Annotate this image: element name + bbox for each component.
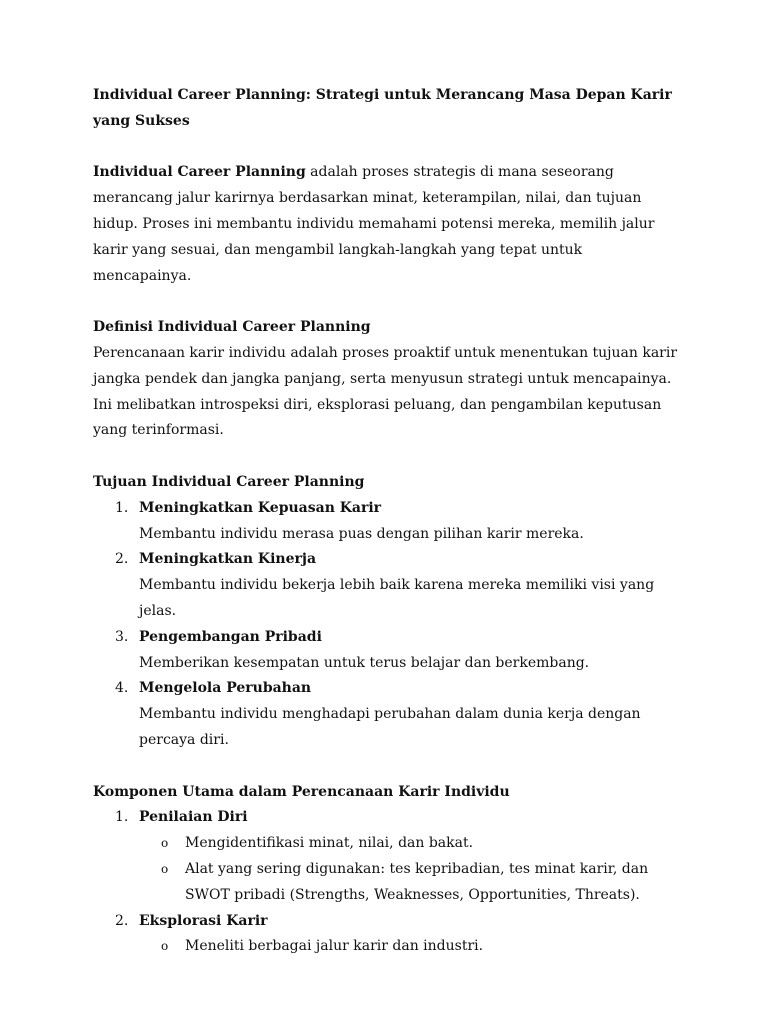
item-title: Mengelola Perubahan [139,680,312,697]
item-number: 1. [115,809,129,826]
komponen-heading: Komponen Utama dalam Perencanaan Karir Individu [93,783,510,800]
list-item [93,676,678,753]
list-item [93,909,678,961]
komponen-list [93,805,678,960]
sub-item-text: Alat yang sering digunakan: tes kepribadian, tes minat karir, dan SWOT pribadi (Strengths, Weaknesses, Opportunities, Threats). [185,860,649,903]
item-number: 3. [115,628,129,645]
bullet-icon: o [161,836,169,851]
definisi-heading: Definisi Individual Career Planning [93,319,371,336]
bullet-icon: o [161,861,169,876]
list-item [93,625,678,677]
tujuan-list [93,496,678,754]
item-number: 2. [115,912,129,929]
sub-list-item [139,934,678,960]
item-title: Eksplorasi Karir [139,912,268,929]
intro-paragraph [93,160,678,289]
item-number: 1. [115,499,129,516]
bullet-icon: o [161,939,169,954]
tujuan-heading: Tujuan Individual Career Planning [93,473,365,490]
document-title: Individual Career Planning: Strategi untuk Merancang Masa Depan Karir yang Sukses [93,87,672,129]
item-number: 2. [115,551,129,568]
item-number: 4. [115,680,129,697]
definisi-paragraph: Perencanaan karir individu adalah proses proaktif untuk menentukan tujuan karir jangka pendek dan jangka panjang, serta menyusun strategi untuk mencapainya. Ini melibatkan introspeksi diri, eksplorasi peluang, dan pengambilan keputusan yang terinformasi. [93,344,678,439]
item-description: Memberikan kesempatan untuk terus belajar dan berkembang. [139,654,590,671]
sub-list [139,934,678,960]
item-description: Membantu individu bekerja lebih baik karena mereka memiliki visi yang jelas. [139,577,655,619]
intro-text: adalah proses strategis di mana seseorang merancang jalur karirnya berdasarkan minat, keterampilan, nilai, dan tujuan hidup. Proses ini membantu individu memahami potensi mereka, memilih jalur karir yang sesuai, dan mengambil langkah-langkah yang tepat untuk mencapainya. [93,164,655,284]
item-description: Membantu individu menghadapi perubahan dalam dunia kerja dengan percaya diri. [139,706,641,748]
item-title: Meningkatkan Kepuasan Karir [139,499,382,516]
sub-list [139,831,678,908]
sub-list-item [139,857,678,909]
intro-bold-term: Individual Career Planning [93,164,306,181]
sub-item-text: Meneliti berbagai jalur karir dan industri. [185,938,484,955]
list-item [93,496,678,548]
sub-list-item [139,831,678,857]
item-description: Membantu individu merasa puas dengan pilihan karir mereka. [139,525,584,542]
list-item [93,547,678,624]
item-title: Penilaian Diri [139,809,248,826]
item-title: Pengembangan Pribadi [139,628,322,645]
item-title: Meningkatkan Kinerja [139,551,317,568]
sub-item-text: Mengidentifikasi minat, nilai, dan bakat. [185,835,474,852]
list-item [93,805,678,908]
